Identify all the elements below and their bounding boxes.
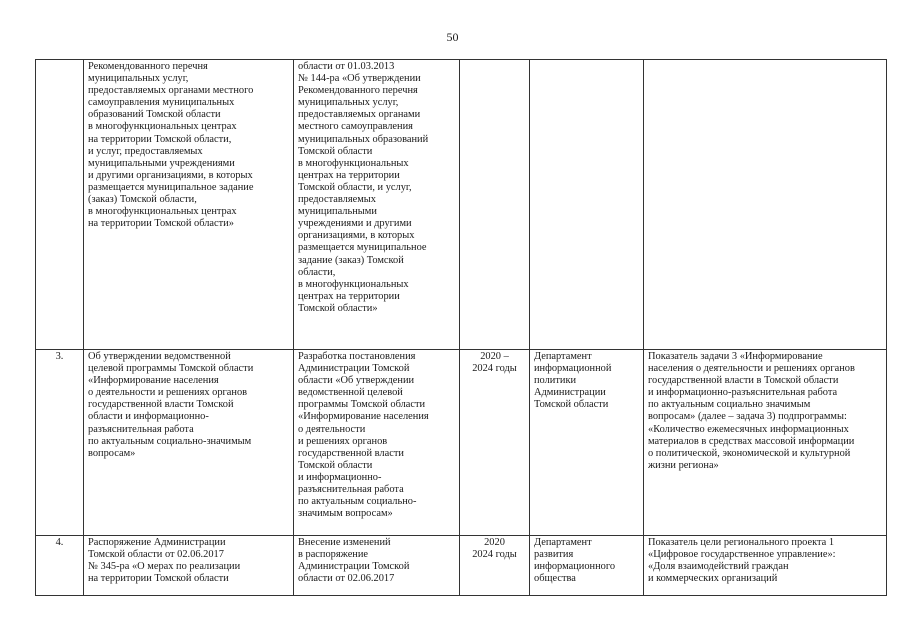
cell-line: политики	[534, 375, 577, 387]
cell-line: предоставляемых	[298, 194, 376, 206]
period-cell	[460, 350, 530, 536]
cell-line: центрах на территории	[298, 169, 400, 181]
indicator-cell	[644, 60, 887, 350]
cell-line: жизни региона»	[648, 459, 719, 471]
cell-line: размещается муниципальное задание	[88, 181, 254, 193]
cell-line: о деятельности и решениях органов	[88, 387, 248, 399]
document-name-cell	[84, 350, 294, 536]
cell-line: в многофункциональных	[298, 157, 409, 169]
row-number-cell: 4.	[36, 536, 84, 596]
cell-line: развития	[534, 549, 574, 561]
cell-line: вопросам» (далее – задача 3) подпрограммы:	[648, 411, 847, 423]
cell-line: на территории Томской области,	[88, 133, 232, 145]
cell-line: Администрации	[534, 387, 606, 399]
cell-line: по актуальным социально значимым	[648, 399, 811, 411]
cell-line: ведомственной целевой	[298, 387, 403, 399]
cell-line: и услуг, предоставляемых	[88, 145, 203, 157]
cell-line: в многофункциональных	[298, 278, 409, 290]
cell-line: о деятельности	[298, 423, 366, 435]
cell-line: Томской области, и услуг,	[298, 181, 412, 193]
cell-line: разъяснительная работа	[88, 423, 194, 435]
cell-line: на территории Томской области	[88, 573, 229, 585]
cell-line: и коммерческих организаций	[648, 573, 778, 585]
cell-line: по актуальным социально-значимым	[88, 435, 252, 447]
cell-line: Томской области	[298, 459, 373, 471]
cell-line: и информационно-разъяснительная работа	[648, 387, 838, 399]
cell-line: области «Об утверждении	[298, 375, 415, 387]
cell-line: «Доля взаимодействий граждан	[648, 561, 789, 573]
cell-line: на территории Томской области»	[88, 218, 234, 230]
cell-line: государственной власти в Томской области	[648, 375, 839, 387]
cell-line: и другими организациями, в которых	[88, 169, 253, 181]
table-row	[36, 60, 887, 350]
cell-line: Показатель цели регионального проекта 1	[648, 537, 835, 548]
cell-line: и решениях органов	[298, 435, 388, 447]
cell-line: № 144-ра «Об утверждении	[298, 73, 421, 85]
cell-line: Департамент	[534, 537, 592, 548]
cell-line: Рекомендованного перечня	[298, 85, 418, 97]
cell-line: предоставляемых органами местного	[88, 85, 254, 97]
cell-line: образований Томской области	[88, 109, 221, 121]
cell-line: № 345-ра «О мерах по реализации	[88, 561, 241, 573]
cell-line: «Количество ежемесячных информационных	[648, 423, 849, 435]
cell-line: «Информирование населения	[298, 411, 429, 423]
cell-line: 2024 годы	[472, 363, 517, 375]
cell-line: задание (заказ) Томской	[298, 254, 404, 266]
cell-line: по актуальным социально-	[298, 496, 417, 508]
cell-line: значимым вопросам»	[298, 508, 393, 520]
cell-line: информационного	[534, 561, 616, 573]
cell-line: в многофункциональных центрах	[88, 121, 237, 133]
cell-line: области,	[298, 266, 336, 278]
executor-cell	[530, 536, 644, 596]
cell-line: и информационно-	[298, 471, 382, 483]
cell-line: 2024 годы	[472, 549, 517, 561]
document-name-cell	[84, 536, 294, 596]
cell-line: Департамент	[534, 351, 592, 362]
cell-line: о политической, экономической и культурной	[648, 447, 851, 459]
action-cell	[294, 350, 460, 536]
executor-cell	[530, 60, 644, 350]
cell-line: общества	[534, 573, 576, 585]
cell-line: местного самоуправления	[298, 121, 413, 133]
cell-line: разъяснительная работа	[298, 484, 404, 496]
cell-line: Томской области	[534, 399, 609, 411]
page-number: 50	[446, 30, 459, 44]
cell-line: Разработка постановления	[298, 351, 416, 362]
cell-line: информационной	[534, 363, 612, 375]
cell-line: программы Томской области	[298, 399, 426, 411]
cell-line: самоуправления муниципальных	[88, 97, 235, 109]
cell-line: области от 01.03.2013	[298, 61, 395, 72]
cell-line: «Цифровое государственное управление»:	[648, 549, 836, 561]
cell-line: муниципальными	[298, 206, 377, 218]
cell-line: Внесение изменений	[298, 537, 391, 548]
measures-table	[35, 59, 887, 596]
row-number-cell: 3.	[36, 350, 84, 536]
cell-line: Рекомендованного перечня	[88, 61, 208, 72]
cell-line: области и информационно-	[88, 411, 209, 423]
cell-line: (заказ) Томской области,	[88, 194, 197, 206]
cell-line: государственной власти Томской	[88, 399, 234, 411]
cell-line: в распоряжение	[298, 549, 369, 561]
document-name-cell	[84, 60, 294, 350]
period-cell	[460, 60, 530, 350]
cell-line: вопросам»	[88, 447, 136, 459]
cell-line: в многофункциональных центрах	[88, 206, 237, 218]
cell-line: «Информирование населения	[88, 375, 219, 387]
cell-line: Администрации Томской	[298, 363, 410, 375]
cell-line: Администрации Томской	[298, 561, 410, 573]
cell-line: материалов в средствах массовой информации	[648, 435, 855, 447]
cell-line: населения о деятельности и решениях органов	[648, 363, 855, 375]
cell-line: муниципальных услуг,	[88, 73, 189, 85]
action-cell	[294, 536, 460, 596]
cell-line: Томской области от 02.06.2017	[88, 549, 224, 561]
cell-line: Показатель задачи 3 «Информирование	[648, 351, 823, 362]
cell-line: 2020 –	[480, 351, 509, 362]
cell-line: муниципальными учреждениями	[88, 157, 235, 169]
cell-line: Распоряжение Администрации	[88, 537, 226, 548]
cell-line: учреждениями и другими	[298, 218, 412, 230]
cell-line: муниципальных образований	[298, 133, 429, 145]
action-cell	[294, 60, 460, 350]
cell-line: организациями, в которых	[298, 230, 415, 242]
row-number-cell	[36, 60, 84, 350]
cell-line: целевой программы Томской области	[88, 363, 254, 375]
period-cell	[460, 536, 530, 596]
cell-line: центрах на территории	[298, 290, 400, 302]
cell-line: Томской области	[298, 145, 373, 157]
table-row	[36, 536, 887, 596]
indicator-cell	[644, 350, 887, 536]
cell-line: Об утверждении ведомственной	[88, 351, 231, 362]
indicator-cell	[644, 536, 887, 596]
cell-line: предоставляемых органами	[298, 109, 421, 121]
cell-line: Томской области»	[298, 302, 378, 314]
cell-line: размещается муниципальное	[298, 242, 427, 254]
cell-line: муниципальных услуг,	[298, 97, 399, 109]
table-row	[36, 350, 887, 536]
cell-line: области от 02.06.2017	[298, 573, 395, 585]
cell-line: государственной власти	[298, 447, 404, 459]
cell-line: 2020	[484, 537, 505, 548]
executor-cell	[530, 350, 644, 536]
